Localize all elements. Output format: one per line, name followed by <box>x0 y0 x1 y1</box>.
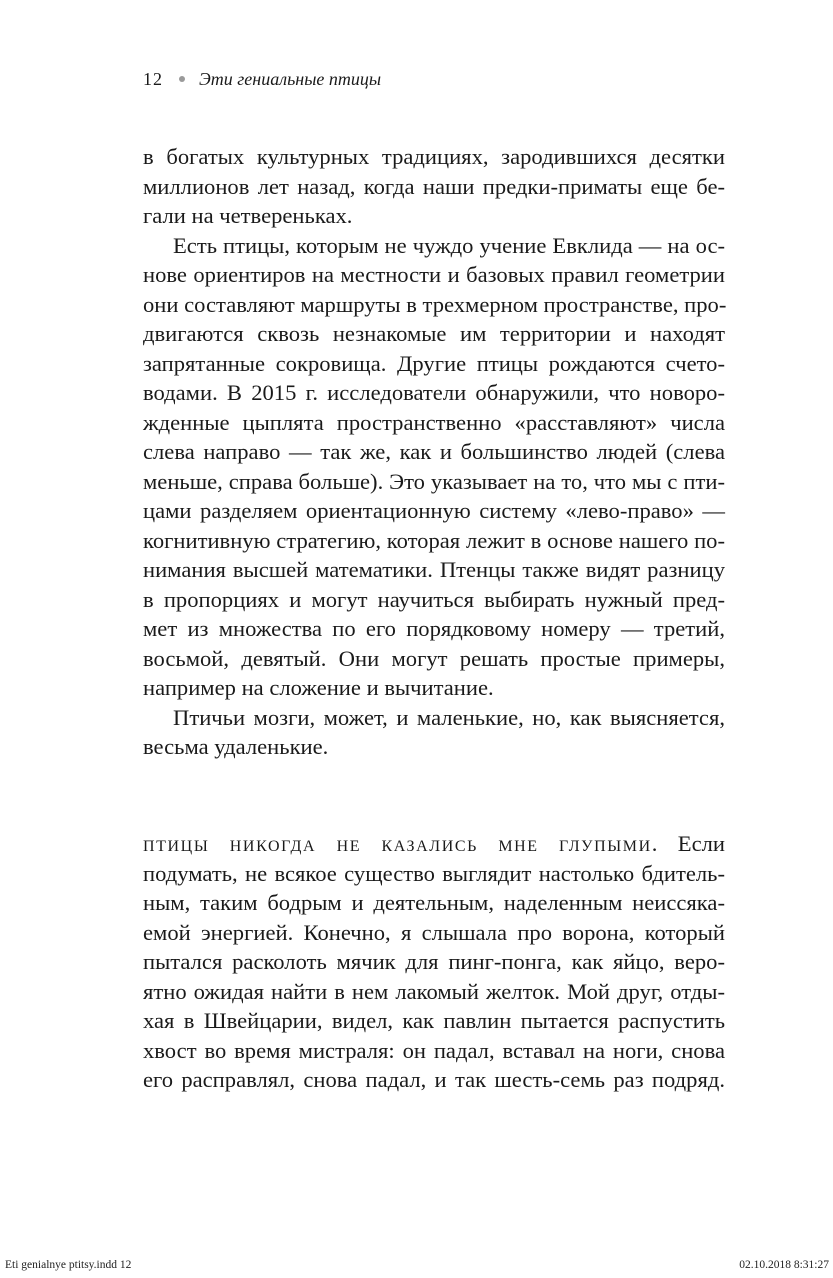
text-line: мет из множества по его порядковому номеру — третий, <box>143 616 725 641</box>
text-line: гали на четвереньках. <box>143 203 353 228</box>
print-date-time: 02.10.2018 8:31:27 <box>739 1259 829 1271</box>
text-line: жденные цыплята пространственно «расставляют» числа <box>143 409 725 435</box>
text-line: они составляют маршруты в трехмерном пространстве, про- <box>143 291 727 317</box>
text-line: ным, таким бодрым и деятельным, наделенным неиссяка- <box>143 890 725 915</box>
text-line: водами. В 2015 г. исследователи обнаружили, что новоро- <box>143 380 725 405</box>
running-title: Эти гениальные птицы <box>199 69 382 89</box>
text-line: в пропорциях и могут научиться выбирать нужный пред- <box>143 586 725 612</box>
text-line: Птичьи мозги, может, и маленькие, но, как выясняется, <box>173 704 725 730</box>
section-lead-in: птицы никогда не казались мне глупыми. <box>143 831 660 856</box>
section-first-line <box>143 829 725 859</box>
text-line: пытался расколоть мячик для пинг-понга, как яйцо, веро- <box>143 949 725 974</box>
text-line: хая в Швейцарии, видел, как павлин пытается распустить <box>143 1008 725 1033</box>
text-line: ятно ожидая найти в нем лакомый желток. Мой друг, отды- <box>143 978 725 1004</box>
text-line: меньше, справа больше). Это указывает на то, что мы с пти- <box>143 468 725 494</box>
body-text-block-2 <box>143 829 725 1095</box>
text-line: слева направо — так же, как и большинство людей (слева <box>143 439 725 464</box>
text-line: нимания высшей математики. Птенцы также видят разницу <box>143 557 725 582</box>
text-line: например на сложение и вычитание. <box>143 675 494 700</box>
text-line: когнитивную стратегию, которая лежит в основе нашего по- <box>143 527 725 553</box>
text-line: хвост во время мистраля: он падал, вставал на ноги, снова <box>143 1037 725 1063</box>
page-number: 12 <box>143 69 163 89</box>
text-line: двигаются сквозь незнакомые им территории и находят <box>143 321 725 346</box>
text-line: в богатых культурных традициях, зародившихся десятки <box>143 144 725 169</box>
text-line: нове ориентиров на местности и базовых правил геометрии <box>143 262 725 287</box>
bullet-separator-icon <box>179 76 185 82</box>
first-line-rest: Если <box>659 831 725 856</box>
text-line: подумать, не всякое существо выглядит настолько бдитель- <box>143 860 725 886</box>
print-file-info: Eti genialnye ptitsy.indd 12 <box>5 1259 132 1271</box>
text-line: миллионов лет назад, когда наши предки-приматы еще бе- <box>143 173 725 199</box>
text-line: восьмой, девятый. Они могут решать простые примеры, <box>143 645 725 671</box>
text-line: запрятанные сокровища. Другие птицы рождаются счето- <box>143 350 725 376</box>
text-line: его расправлял, снова падал, и так шесть-семь раз подряд. <box>143 1067 725 1092</box>
text-line: емой энергией. Конечно, я слышала про ворона, который <box>143 919 725 945</box>
text-line: Есть птицы, которым не чуждо учение Евклида — на ос- <box>173 232 725 258</box>
text-line: весьма удаленькие. <box>143 734 329 759</box>
text-line: цами разделяем ориентационную систему «лево-право» — <box>143 498 725 523</box>
running-header <box>143 66 381 92</box>
body-text-block-1 <box>143 142 725 762</box>
